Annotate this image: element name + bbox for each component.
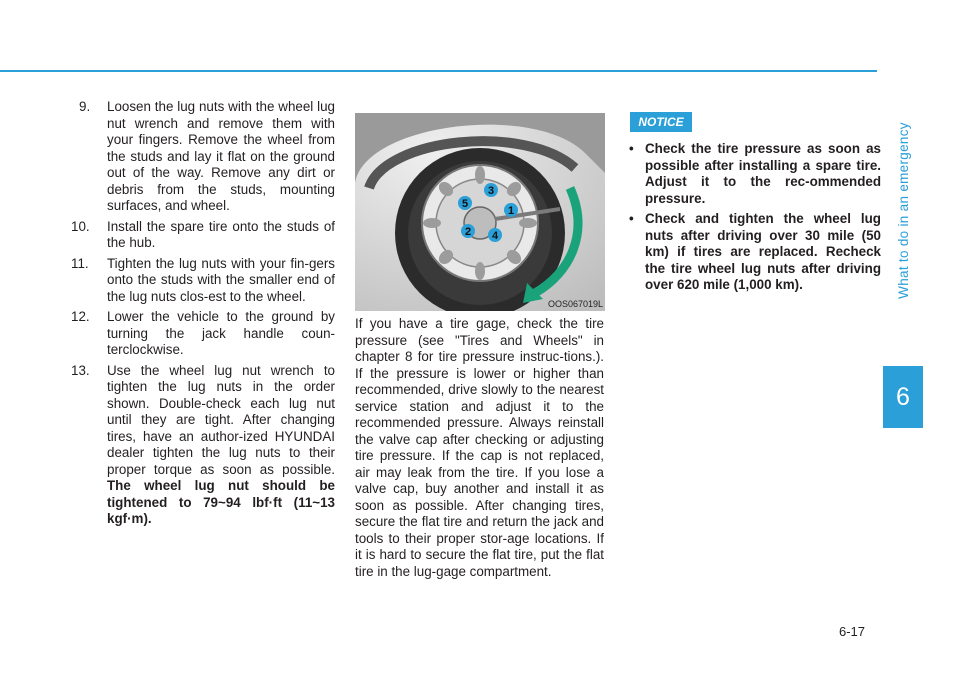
step-number: 9. [79, 99, 91, 114]
step-text: Install the spare tire onto the studs of the hub. [107, 218, 335, 250]
bullet-icon: • [629, 141, 634, 156]
header-rule [0, 70, 877, 72]
notice-badge: NOTICE [630, 112, 692, 132]
torque-spec: The wheel lug nut should be tightened to 79~94 lbf·ft (11~13 kgf·m). [107, 478, 335, 526]
lug-4-label: 4 [491, 230, 499, 242]
step-13 [71, 362, 335, 528]
notice-text: Check and tighten the wheel lug nuts after driving over 30 mile (50 km) if tires are replaced. Recheck the tire wheel lug nuts after driving over 620 mile (1,000 km). [645, 211, 881, 292]
chapter-number-badge: 6 [883, 366, 923, 428]
step-number: 13. [71, 362, 90, 378]
step-11 [71, 255, 335, 306]
step-text: Use the wheel lug nut wrench to tighten the lug nuts in the order shown. Double-check each lug nut until they are tight. After changing tires, have an author-ized HYUNDAI dealer tighten the lug nuts to their proper torque as soon as possible. [107, 362, 335, 477]
tire-pressure-paragraph: If you have a tire gage, check the tire pressure (see "Tires and Wheels" in chapter 8 for tire pressure instruc-tions.). If the pressure is lower or higher than recommended, drive slowly to the nearest service station and adjust it to the recommended pressure. Always reinstall the valve cap after checking or adjusting tire pressure. If the cap is not replaced, air may leak from the tire. If you lose a valve cap, buy another and install it as soon as possible. After changing tires, secure the flat tire and return the jack and tools to their proper stor-age locations. If it is hard to secure the flat tire, put the flat tire in the lug-gage compartment. [355, 316, 604, 579]
lug-2-label: 2 [464, 226, 472, 238]
wheel-figure [355, 113, 605, 311]
step-text: Lower the vehicle to the ground by turning the jack handle coun-terclockwise. [107, 309, 335, 357]
steps-column [71, 99, 335, 532]
step-12 [71, 309, 335, 359]
notice-text: Check the tire pressure as soon as possible after installing a spare tire. Adjust it to the rec-ommended pressure. [645, 141, 881, 206]
step-text: Loosen the lug nuts with the wheel lug nut wrench and remove them with your fingers. Remove the wheel from the studs and lay it flat on the ground out of the way. Remove any dirt or debris from the studs, mounting surfaces, and wheel. [107, 99, 335, 213]
step-number: 12. [71, 309, 90, 324]
step-number: 11. [71, 255, 89, 271]
notice-list [623, 141, 881, 298]
figure-caption: OOS067019L [547, 299, 603, 309]
side-tab [892, 60, 914, 360]
page-number: 6-17 [839, 624, 866, 639]
lug-3-label: 3 [487, 185, 495, 197]
step-9 [79, 99, 335, 215]
lug-1-label: 1 [507, 205, 515, 217]
notice-item [623, 141, 881, 207]
step-number: 10. [71, 218, 90, 234]
step-10 [71, 218, 335, 252]
step-text: Tighten the lug nuts with your fin-gers onto the studs with the smaller end of the lug nuts clos-est to the wheel. [107, 255, 335, 304]
lug-5-label: 5 [461, 198, 469, 210]
side-tab-label: What to do in an emergency [895, 121, 911, 299]
bullet-icon: • [629, 211, 634, 226]
notice-item [623, 211, 881, 294]
wheel-illustration [355, 113, 605, 311]
